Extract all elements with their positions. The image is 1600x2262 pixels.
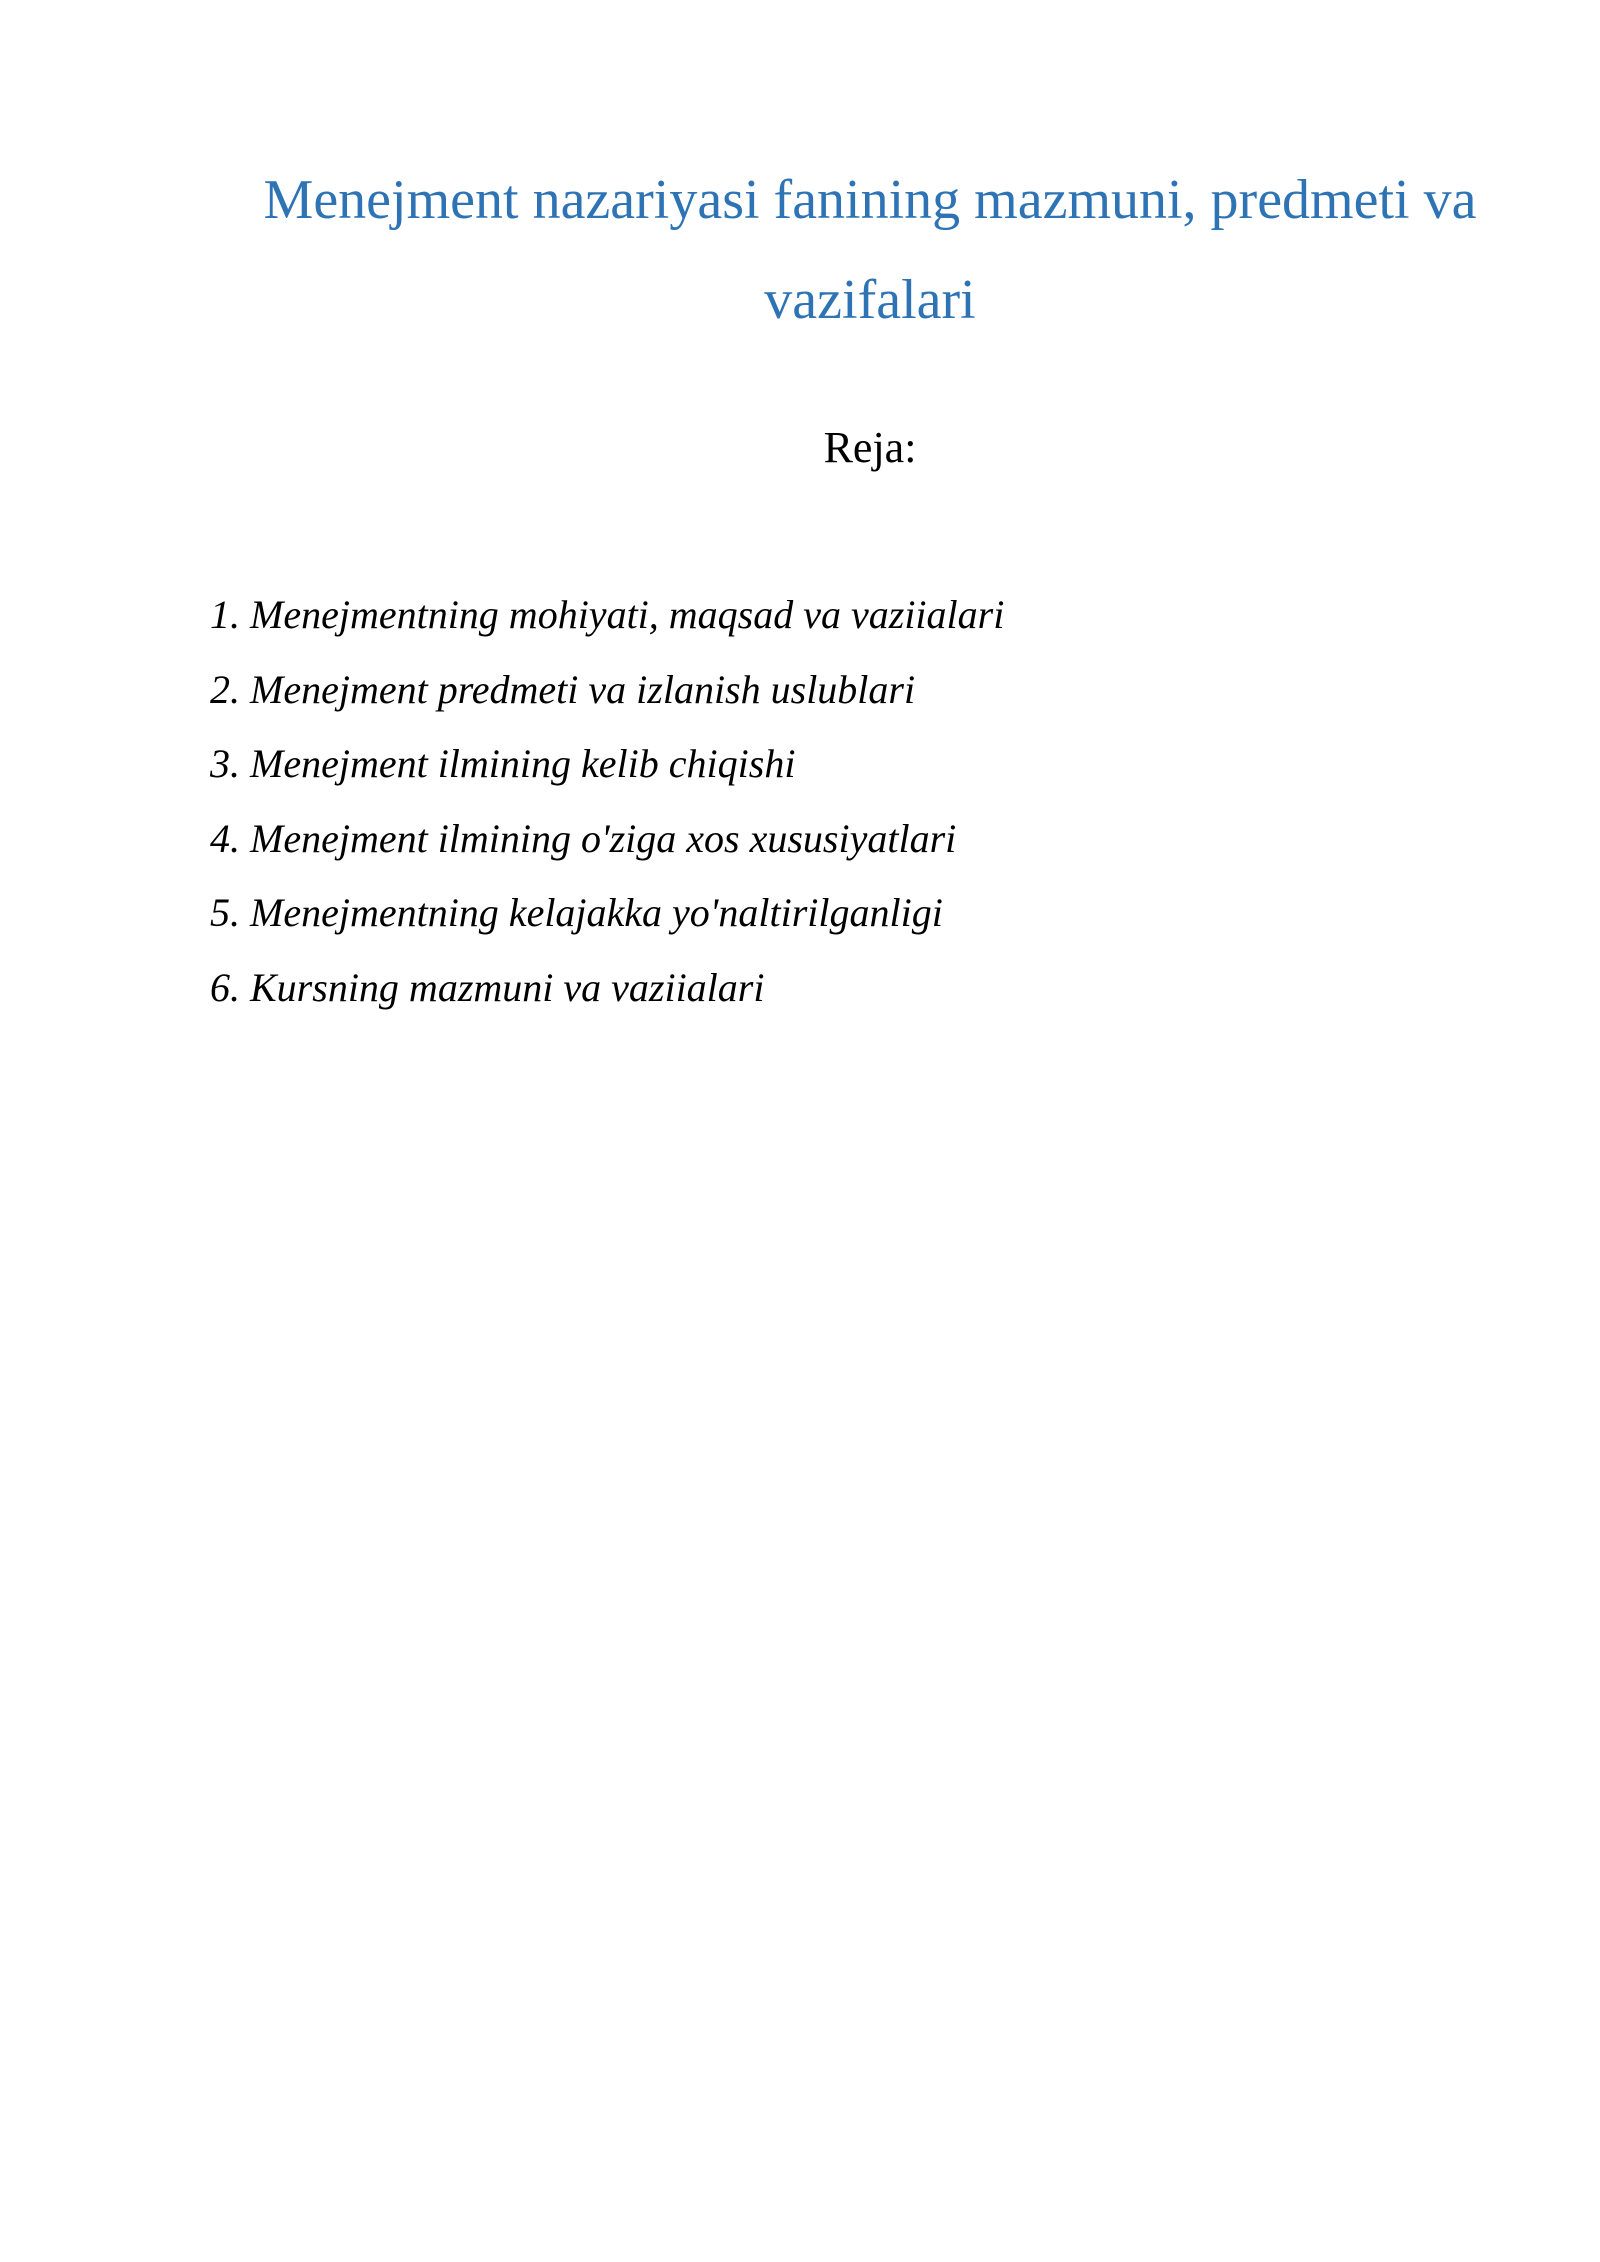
plan-item: 4. Menejment ilmining o'ziga xos xususiyatlari — [210, 815, 957, 861]
plan-list — [210, 578, 1004, 1025]
plan-item: 3. Menejment ilmining kelib chiqishi — [210, 741, 796, 786]
plan-item: 6. Kursning mazmuni va vaziialari — [210, 964, 765, 1010]
plan-item: 5. Menejmentning kelajakka yo'naltirilganligi — [210, 890, 943, 935]
plan-heading: Reja: — [823, 423, 917, 472]
plan-item: 2. Menejment predmeti va izlanish uslublari — [210, 666, 916, 712]
plan-item: 1. Menejmentning mohiyati, maqsad va vaziialari — [210, 592, 1005, 637]
document-title: Menejment nazariyasi fanining mazmuni, predmeti va vazifalari — [263, 169, 1477, 331]
